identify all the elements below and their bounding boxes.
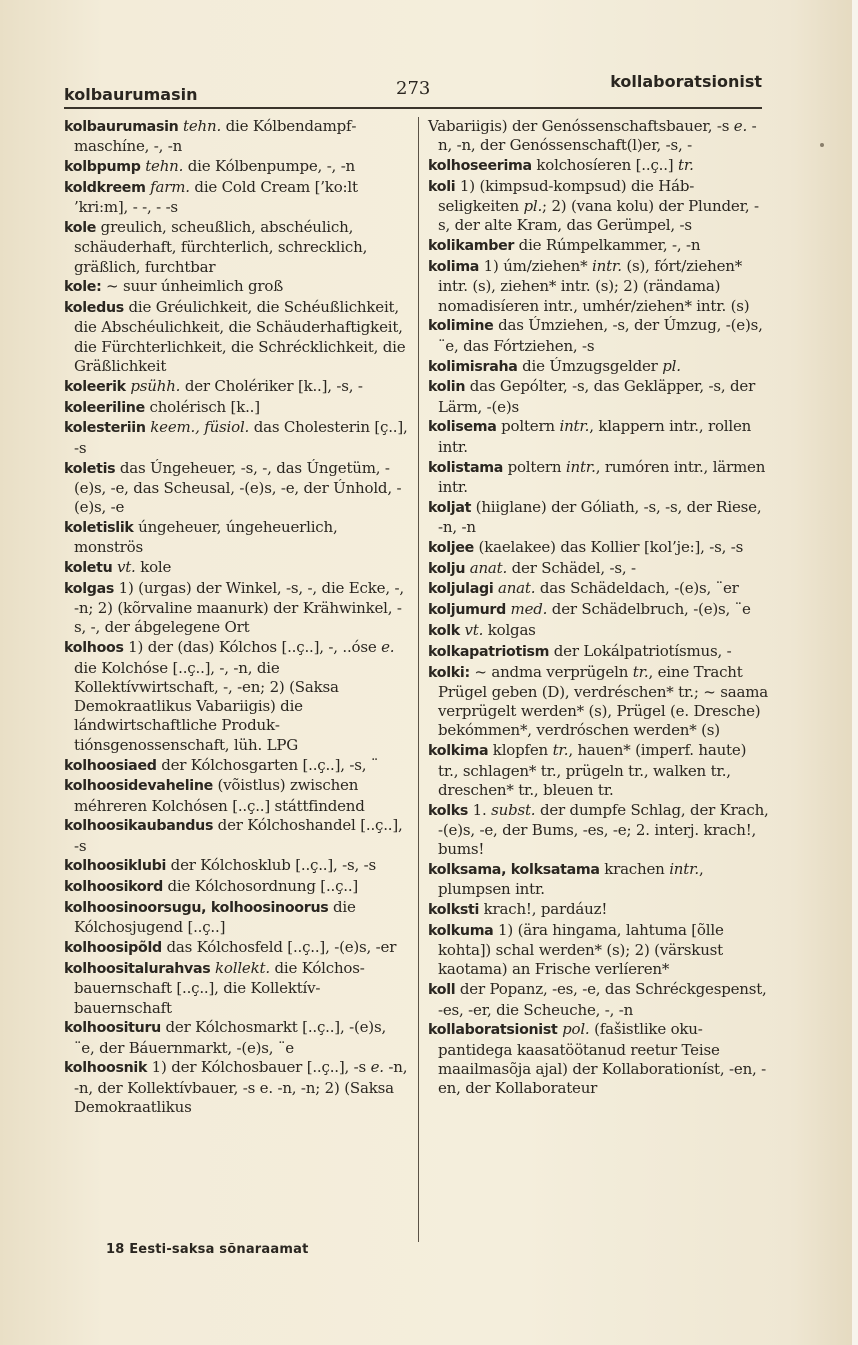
entry-text-rest: , hauen* (imperf. haute) tr., schlagen* tr., prügeln tr., walken tr., dreschen* tr., bleuen tr. — [438, 741, 747, 799]
entry-text: Vabariigis) der Genóssenschaftsbauer, -s — [428, 117, 734, 135]
paper-edge — [852, 0, 858, 1345]
dictionary-entry — [428, 921, 770, 980]
entry-label: keem., füsiol. — [150, 418, 250, 437]
dictionary-entry — [428, 900, 770, 920]
entry-text: kolchosíeren [..ç..] — [531, 156, 678, 175]
entry-text-rest: , rumóren intr., lärmen intr. — [438, 457, 766, 496]
entry-label: tr. — [552, 741, 569, 760]
entry-headword: kolistama — [428, 459, 503, 476]
entry-label: subst. — [491, 800, 536, 819]
entry-label: tr. — [678, 156, 694, 175]
dictionary-entry — [428, 642, 770, 662]
dictionary-entry — [428, 117, 770, 156]
entry-headword: kolki: — [428, 664, 470, 681]
entry-headword: koledus — [64, 300, 124, 317]
entry-text-rest: die Kólchosbauernschaft [..ç..], die Kollektívbauernschaft — [74, 958, 365, 1017]
dictionary-entry — [428, 621, 770, 641]
entry-label: intr. — [565, 457, 596, 476]
entry-headword: kolkuma — [428, 922, 494, 939]
entry-headword: kolhoosnik — [64, 1060, 148, 1077]
entry-text: poltern — [496, 417, 560, 436]
dictionary-entry — [428, 1020, 770, 1098]
entry-label: pl. — [662, 356, 681, 375]
entry-headword: koletu — [64, 560, 113, 577]
entry-headword: kolisema — [428, 419, 497, 436]
dictionary-entry — [64, 178, 410, 218]
entry-text: úngeheuer, úngeheuerlich, monströs — [74, 517, 338, 557]
entry-headword: koll — [428, 982, 456, 999]
entry-headword: kolimisraha — [428, 358, 518, 375]
entry-text: die Kólchosordnung [..ç..] — [162, 877, 359, 896]
entry-text-rest: (fašistlike okupantidega kaasatöötanud reetur Teise maailmasõja ajal) der Kollaborationíst, -en, -en, der Kollaborateur — [438, 1020, 767, 1098]
entry-text: die Gréulichkeit, die Schéußlichkeit, die Abschéulichkeit, die Schäuderhaftigkeit, die Fürchterlichkeit, die Schrécklichkeit, die Gräßlichkeit — [74, 298, 406, 376]
entry-text-rest: -n, -n, der Kollektívbauer, -s e. -n, -n; 2) (Saksa Demokraatlikus — [74, 1058, 408, 1117]
entry-headword: kolikamber — [428, 238, 515, 255]
page-number: 273 — [396, 78, 431, 99]
entry-text: das Gepólter, -s, das Gekläpper, -s, der Lärm, -(e)s — [438, 377, 756, 416]
entry-text: 1) (urgas) der Winkel, -s, -, die Ecke, -, -n; 2) (kõrvaline maanurk) der Krähwinkel, -s, -, der ábgelegene Ort — [74, 578, 404, 637]
entry-headword: kolhoosipõld — [64, 940, 162, 957]
dictionary-entry — [428, 458, 770, 498]
entry-text: der Kólchoshandel [..ç..], -s — [74, 816, 403, 855]
entry-label: kollekt. — [215, 958, 270, 977]
entry-headword: koldkreem — [64, 179, 146, 196]
dictionary-entry — [428, 663, 770, 741]
dictionary-entry — [64, 756, 410, 776]
dictionary-entry — [64, 117, 410, 157]
dictionary-entry — [64, 157, 410, 177]
entry-text-rest: das Schädeldach, -(e)s, ¨er — [535, 579, 739, 598]
entry-text-rest: die Kolchóse [..ç..], -, -n, die Kollektívwirtschaft, -, -en; 2) (Saksa Demokraatlikus Vabariigis) die lándwirtschaftliche Produktiónsgenossenschaft, lüh. LPG — [74, 658, 339, 754]
entry-text: krach!, pardáuz! — [479, 900, 608, 919]
entry-headword: kolbaurumasin — [64, 119, 179, 135]
dictionary-entry — [64, 638, 410, 755]
entry-headword: koletis — [64, 460, 116, 477]
entry-headword: kolkima — [428, 743, 489, 760]
entry-headword: kolksti — [428, 902, 480, 919]
dictionary-entry — [64, 459, 410, 518]
entry-label: anat. — [469, 558, 508, 577]
running-head-left: kolbaurumasin — [64, 85, 198, 104]
entry-text: ~ andma verprügeln — [469, 662, 633, 681]
dictionary-entry — [64, 959, 410, 1018]
entry-text: (hiiglane) der Góliath, -s, -s, der Riese, -n, -n — [438, 497, 762, 536]
dictionary-entry — [428, 257, 770, 316]
entry-text: (võistlus) zwischen méhreren Kolchósen [..ç..] státtfindend — [74, 776, 365, 815]
dictionary-entry — [428, 417, 770, 457]
entry-headword: koljat — [428, 499, 472, 516]
left-column — [64, 117, 410, 1118]
entry-text: der Kólchosgarten [..ç..], -s, ¨ — [156, 755, 379, 774]
dictionary-entry — [64, 816, 410, 856]
entry-headword: kole: — [64, 279, 102, 296]
dictionary-entry — [64, 776, 410, 816]
dictionary-entry — [428, 236, 770, 256]
entry-headword: kolimine — [428, 318, 494, 335]
entry-headword: kolhoosikord — [64, 879, 163, 896]
entry-text-rest: der dumpfe Schlag, der Krach, -(e)s, -e, der Bums, -es, -e; 2. interj. krach!, bums! — [438, 800, 769, 859]
entry-text: 1) úm/ziehen* — [479, 257, 593, 276]
entry-text: der Kólchosmarkt [..ç..], -(e)s, ¨e, der Báuernmarkt, -(e)s, ¨e — [74, 1018, 387, 1057]
entry-text: cholérisch [k..] — [144, 397, 260, 416]
dictionary-entry — [64, 938, 410, 958]
entry-text: ~ suur únheimlich groß — [101, 277, 284, 296]
entry-headword: kolin — [428, 379, 466, 396]
dictionary-entry — [64, 518, 410, 558]
dictionary-entry — [64, 1058, 410, 1117]
entry-headword: koljulagi — [428, 581, 494, 598]
entry-label: intr. — [592, 257, 622, 276]
dictionary-entry — [64, 1018, 410, 1058]
dictionary-entry — [64, 558, 410, 578]
entry-headword: kolhoseerima — [428, 158, 532, 175]
entry-label: med. — [510, 600, 548, 619]
entry-label: e. — [370, 1058, 384, 1077]
dictionary-entry — [64, 418, 410, 458]
entry-text: (kaelakee) das Kollier [kol’je:], -s, -s — [473, 537, 744, 556]
running-head-right: kollaboratsionist — [610, 72, 762, 91]
entry-text-rest: , klappern intr., rollen intr. — [438, 417, 752, 456]
dictionary-entry — [428, 316, 770, 356]
entry-text: die Rúmpelkammer, -, -n — [514, 236, 701, 255]
entry-label: vt. — [464, 620, 484, 639]
entry-headword: kolju — [428, 560, 466, 577]
entry-headword: kolhoosiaed — [64, 757, 157, 774]
entry-text: der Popanz, -es, -e, das Schréckgespenst, -es, -er, die Scheuche, -, -n — [438, 980, 767, 1019]
entry-text: klopfen — [488, 741, 553, 760]
entry-text: der Lokálpatriotísmus, - — [549, 641, 732, 660]
entry-text-rest: , eine Tracht Prügel geben (D), verdréschen* tr.; ~ saama verprügelt werden* (s), Prügel (e. Dresche) bekómmen*, verdróschen werden* (s) — [438, 662, 768, 740]
entry-text-rest: -n, -n, der Genóssenschaft(l)er, -s, - — [438, 117, 757, 155]
entry-headword: kolhoosidevaheline — [64, 778, 213, 795]
entry-headword: koljumurd — [428, 602, 506, 619]
entry-text: 1) der Kólchosbauer [..ç..], -s — [147, 1058, 371, 1077]
dictionary-entry — [64, 218, 410, 277]
dictionary-entry — [64, 298, 410, 376]
dictionary-entry — [428, 860, 770, 900]
entry-label: e. — [733, 117, 748, 135]
entry-text: das Kólchosfeld [..ç..], -(e)s, -er — [161, 938, 397, 957]
entry-headword: koleerik — [64, 378, 126, 395]
dictionary-entry — [428, 741, 770, 800]
entry-text-rest: die Cold Cream [’ko:lt ’kri:m], - -, - -s — [74, 177, 358, 217]
dictionary-entry — [428, 980, 770, 1020]
header-rule — [64, 107, 762, 109]
dictionary-entry — [428, 538, 770, 558]
entry-headword: kolgas — [64, 580, 115, 597]
entry-text: das Úmziehen, -s, der Úmzug, -(e)s, ¨e, das Fórtziehen, -s — [438, 316, 763, 355]
entry-text-rest: der Schädelbruch, -(e)s, ¨e — [547, 600, 751, 619]
entry-label: pl. — [523, 197, 543, 216]
entry-headword: kolhoosikaubandus — [64, 818, 214, 835]
column-divider — [418, 117, 419, 1242]
entry-text: greulich, scheußlich, abschéulich, schäuderhaft, fürchterlich, schrecklich, gräßlich, furchtbar — [74, 217, 368, 276]
entry-text: die Kólchosjugend [..ç..] — [74, 898, 356, 937]
entry-headword: kolksama, kolksatama — [428, 861, 600, 878]
entry-text-rest: der Cholériker [k..], -s, - — [180, 376, 363, 395]
entry-text-rest: ; 2) (vana kolu) der Plunder, -s, der alte Kram, das Gerümpel, -s — [438, 197, 759, 235]
entry-text-rest: die Kólbendampfmaschíne, -, -n — [74, 117, 357, 156]
entry-headword: kolesteriin — [64, 420, 146, 437]
dictionary-entry — [64, 877, 410, 897]
entry-text-rest: (s), fórt/ziehen* intr. (s), ziehen* intr. (s); 2) (rändama) nomadisíeren intr., umhér/ziehen* intr. (s) — [438, 257, 750, 315]
dictionary-entry — [428, 156, 770, 176]
entry-label: tr. — [632, 662, 649, 681]
entry-text: der Kólchosklub [..ç..], -s, -s — [166, 856, 376, 875]
dictionary-entry — [428, 177, 770, 236]
entry-text: 1) der (das) Kólchos [..ç..], -, ..óse — [123, 638, 382, 657]
dictionary-entry — [64, 898, 410, 938]
signature-footer: 18 Eesti-saksa sõnaraamat — [106, 1242, 309, 1257]
entry-label: intr. — [559, 417, 590, 436]
entry-headword: kole — [64, 219, 97, 236]
entry-headword: kolbpump — [64, 159, 141, 176]
dictionary-entry — [64, 856, 410, 876]
dictionary-entry — [428, 579, 770, 599]
entry-text-rest: kolgas — [483, 620, 536, 639]
dictionary-entry — [64, 579, 410, 638]
entry-text-rest: kole — [135, 558, 172, 577]
entry-text: 1. — [468, 800, 492, 819]
entry-label: intr. — [669, 859, 699, 878]
entry-headword: kolhoositalurahvas — [64, 960, 211, 977]
entry-headword: koletislik — [64, 519, 134, 536]
dictionary-entry — [428, 801, 770, 860]
entry-label: psühh. — [130, 376, 181, 395]
dictionary-entry — [64, 277, 410, 297]
dictionary-entry — [428, 600, 770, 620]
entry-headword: kolk — [428, 622, 460, 639]
entry-label: e. — [381, 638, 395, 657]
entry-label: tehn. — [183, 117, 222, 135]
dictionary-entry — [64, 398, 410, 418]
entry-text-rest: , plumpsen intr. — [438, 859, 704, 899]
entry-text: das Úngeheuer, -s, -, das Úngetüm, -(e)s, -e, das Scheusal, -(e)s, -e, der Únhold, -(e)s, -e — [74, 458, 402, 517]
entry-headword: koljee — [428, 539, 474, 556]
entry-headword: kolhoosituru — [64, 1020, 161, 1037]
entry-headword: kolhoosinoorsugu, kolhoosinoorus — [64, 900, 329, 917]
dictionary-entry — [64, 377, 410, 397]
paper-speck — [820, 143, 824, 147]
entry-label: vt. — [116, 558, 136, 577]
dictionary-entry — [428, 377, 770, 417]
entry-headword: kolima — [428, 259, 480, 276]
dictionary-entry — [428, 559, 770, 579]
entry-headword: kolhoosiklubi — [64, 858, 167, 875]
dictionary-entry — [428, 498, 770, 538]
entry-headword: koleeriline — [64, 399, 145, 416]
entry-label: pol. — [562, 1020, 590, 1039]
entry-text: 1) (kimpsud-kompsud) die Hábseligkeiten — [438, 176, 695, 216]
entry-label: farm. — [150, 177, 190, 196]
entry-headword: kolhoos — [64, 640, 124, 657]
entry-headword: kolkapatriotism — [428, 643, 550, 660]
entry-text: krachen — [599, 859, 670, 878]
entry-headword: koli — [428, 178, 456, 195]
entry-label: anat. — [497, 579, 536, 598]
entry-label: tehn. — [145, 157, 184, 176]
entry-text-rest: der Schädel, -s, - — [507, 558, 636, 577]
entry-headword: kollaboratsionist — [428, 1022, 558, 1039]
entry-text: die Úmzugsgelder — [517, 356, 663, 375]
dictionary-entry — [428, 357, 770, 377]
right-column — [428, 117, 770, 1099]
entry-text: 1) (ära hingama, lahtuma [õlle kohta]) schal werden* (s); 2) (värskust kaotama) an Frische verlíeren* — [438, 920, 724, 979]
entry-text-rest: das Cholesterin [ç..], -s — [74, 418, 408, 457]
entry-headword: kolks — [428, 802, 469, 819]
entry-text: poltern — [503, 457, 566, 476]
entry-text-rest: die Kólbenpumpe, -, -n — [183, 157, 356, 176]
